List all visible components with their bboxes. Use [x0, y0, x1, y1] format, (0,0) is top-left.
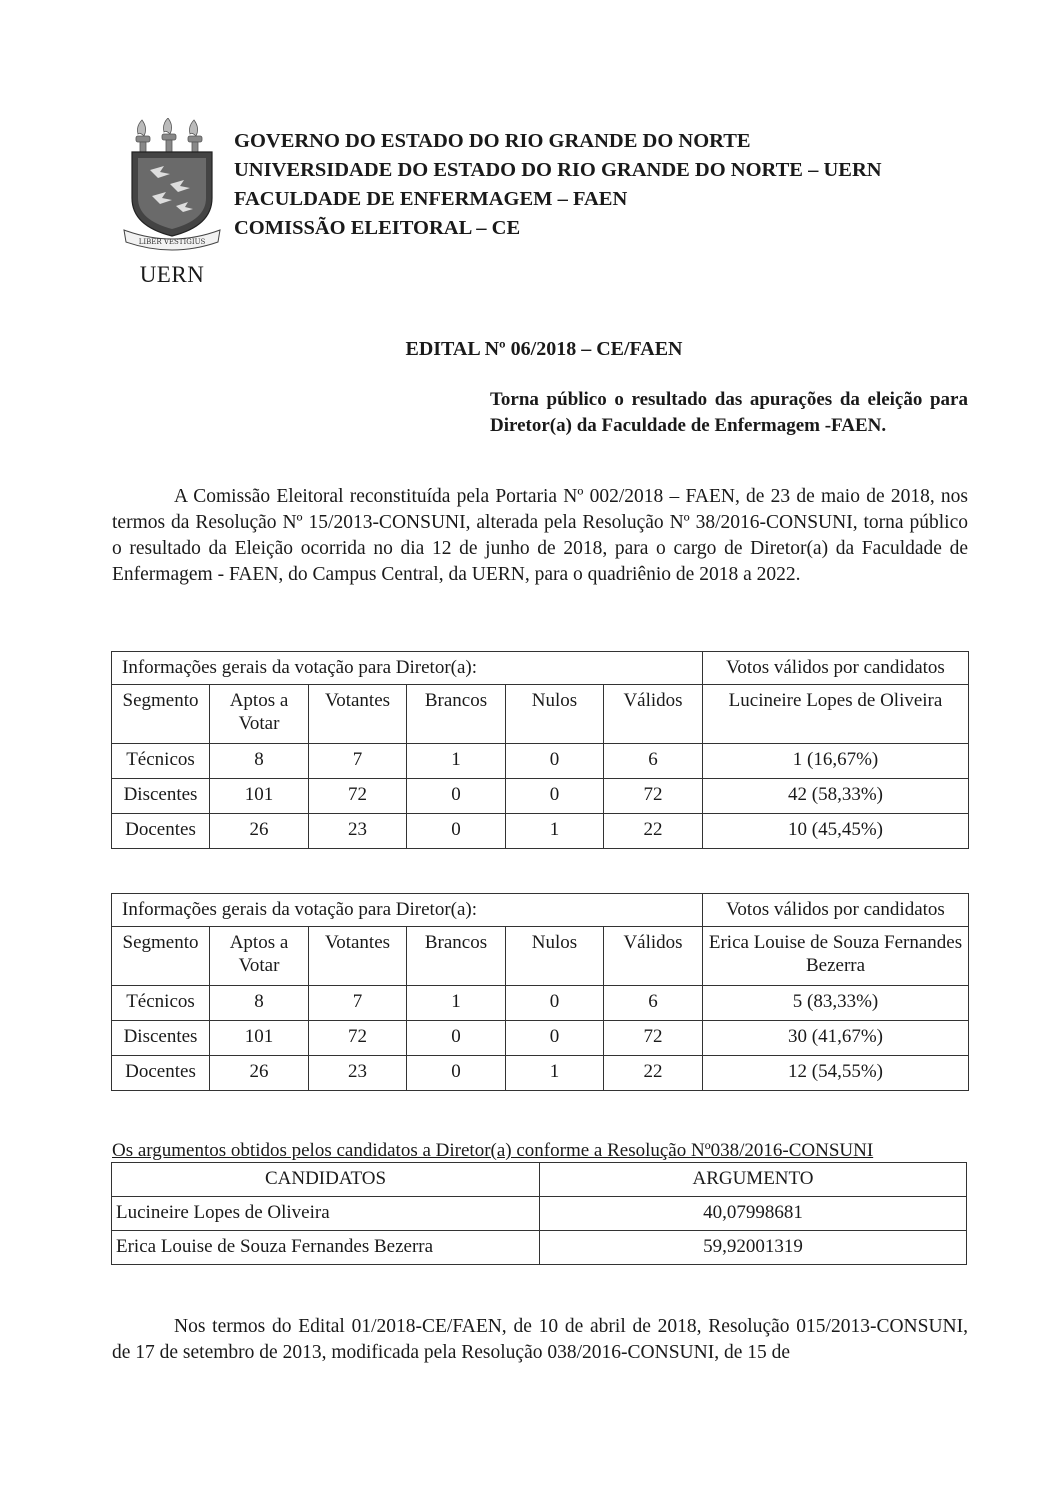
table-cell: 8: [210, 986, 309, 1021]
table-cell: 5 (83,33%): [703, 986, 969, 1021]
closing-paragraph: Nos termos do Edital 01/2018-CE/FAEN, de 10 de abril de 2018, Resolução 015/2013-CONSUNI, de 17 de setembro de 2013, modificada pela Resolução 038/2016-CONSUNI, de 15 de: [112, 1316, 968, 1363]
table-cell: 40,07998681: [540, 1197, 967, 1231]
table-cell: 26: [210, 814, 309, 849]
table-cell: 59,92001319: [540, 1231, 967, 1265]
column-header: Segmento: [112, 685, 210, 744]
table-cell: 0: [407, 814, 506, 849]
table-cell: Lucineire Lopes de Oliveira: [112, 1197, 540, 1231]
table-cell: 72: [309, 779, 407, 814]
table-cell: 1: [407, 744, 506, 779]
column-header: CANDIDATOS: [112, 1163, 540, 1197]
general-info-header: Informações gerais da votação para Diretor(a):: [112, 894, 703, 927]
table-cell: Docentes: [112, 814, 210, 849]
table-cell: 72: [309, 1021, 407, 1056]
table-row: [112, 814, 969, 849]
column-header: Segmento: [112, 927, 210, 986]
general-info-header: Informações gerais da votação para Diretor(a):: [112, 652, 703, 685]
table-cell: 0: [407, 1056, 506, 1091]
table-cell: 0: [407, 779, 506, 814]
column-header: Válidos: [604, 685, 703, 744]
uern-crest-icon: [120, 118, 224, 258]
column-header: Votantes: [309, 685, 407, 744]
table-cell: 1 (16,67%): [703, 744, 969, 779]
table-cell: 26: [210, 1056, 309, 1091]
candidate-name: Erica Louise de Souza Fernandes Bezerra: [703, 927, 969, 986]
header-line-university: UNIVERSIDADE DO ESTADO DO RIO GRANDE DO NORTE – UERN: [234, 159, 882, 181]
table-cell: 22: [604, 814, 703, 849]
table-row: [112, 744, 969, 779]
column-header: Aptos a Votar: [210, 685, 309, 744]
table-cell: 22: [604, 1056, 703, 1091]
table-row: [112, 1197, 967, 1231]
ementa: Torna público o resultado das apurações da eleição para Diretor(a) da Faculdade de Enfermagem -FAEN.: [490, 389, 968, 436]
table-cell: Discentes: [112, 1021, 210, 1056]
table-cell: 0: [506, 1021, 604, 1056]
table-cell: 6: [604, 986, 703, 1021]
table-cell: 23: [309, 814, 407, 849]
table-cell: 23: [309, 1056, 407, 1091]
column-header: Válidos: [604, 927, 703, 986]
table-cell: 6: [604, 744, 703, 779]
table-cell: 1: [506, 1056, 604, 1091]
table-cell: 30 (41,67%): [703, 1021, 969, 1056]
candidate-name: Lucineire Lopes de Oliveira: [703, 685, 969, 744]
table-cell: 7: [309, 986, 407, 1021]
table-cell: 12 (54,55%): [703, 1056, 969, 1091]
column-header: Brancos: [407, 685, 506, 744]
svg-text:LIBER VESTIGIUS: LIBER VESTIGIUS: [138, 238, 206, 246]
table-cell: 72: [604, 779, 703, 814]
header-line-commission: COMISSÃO ELEITORAL – CE: [234, 217, 521, 239]
table-row: [112, 1231, 967, 1265]
table-cell: 42 (58,33%): [703, 779, 969, 814]
table-cell: 101: [210, 779, 309, 814]
header-line-faculty: FACULDADE DE ENFERMAGEM – FAEN: [234, 188, 628, 210]
logo-label: UERN: [139, 262, 205, 287]
table-row: [112, 986, 969, 1021]
table-row: [112, 1021, 969, 1056]
results-table-erica: [111, 893, 969, 1091]
column-header: Brancos: [407, 927, 506, 986]
table-cell: 8: [210, 744, 309, 779]
table-cell: 0: [506, 779, 604, 814]
arguments-table: [111, 1162, 967, 1265]
table-cell: 0: [407, 1021, 506, 1056]
column-header: Aptos a Votar: [210, 927, 309, 986]
table-cell: Docentes: [112, 1056, 210, 1091]
column-header: Nulos: [506, 685, 604, 744]
column-header: ARGUMENTO: [540, 1163, 967, 1197]
results-table-lucineire: [111, 651, 969, 849]
table-cell: 7: [309, 744, 407, 779]
intro-paragraph: A Comissão Eleitoral reconstituída pela Portaria Nº 002/2018 – FAEN, de 23 de maio de 2018, nos termos da Resolução Nº 15/2013-CONSUNI, alterada pela Resolução Nº 38/2016-CONSUNI, torna público o resultado da Eleição ocorrida no dia 12 de junho de 2018, para o cargo de Diretor(a) da Faculdade de Enfermagem - FAEN, do Campus Central, da UERN, para o quadriênio de 2018 a 2022.: [112, 486, 968, 585]
arguments-caption: Os argumentos obtidos pelos candidatos a Diretor(a) conforme a Resolução Nº038/2016-CONSUNI: [112, 1140, 874, 1161]
table-row: [112, 779, 969, 814]
valid-votes-header: Votos válidos por candidatos: [703, 652, 969, 685]
edital-title: EDITAL Nº 06/2018 – CE/FAEN: [405, 338, 683, 360]
institution-header: [234, 127, 882, 243]
header-line-government: GOVERNO DO ESTADO DO RIO GRANDE DO NORTE: [234, 130, 751, 152]
table-cell: 10 (45,45%): [703, 814, 969, 849]
table-cell: 101: [210, 1021, 309, 1056]
table-cell: 72: [604, 1021, 703, 1056]
table-cell: Técnicos: [112, 986, 210, 1021]
table-cell: Técnicos: [112, 744, 210, 779]
table-cell: Erica Louise de Souza Fernandes Bezerra: [112, 1231, 540, 1265]
table-cell: 0: [506, 986, 604, 1021]
valid-votes-header: Votos válidos por candidatos: [703, 894, 969, 927]
column-header: Nulos: [506, 927, 604, 986]
column-header: Votantes: [309, 927, 407, 986]
table-cell: Discentes: [112, 779, 210, 814]
table-cell: 1: [506, 814, 604, 849]
table-row: [112, 1056, 969, 1091]
table-cell: 1: [407, 986, 506, 1021]
uern-logo: [120, 118, 224, 288]
table-cell: 0: [506, 744, 604, 779]
